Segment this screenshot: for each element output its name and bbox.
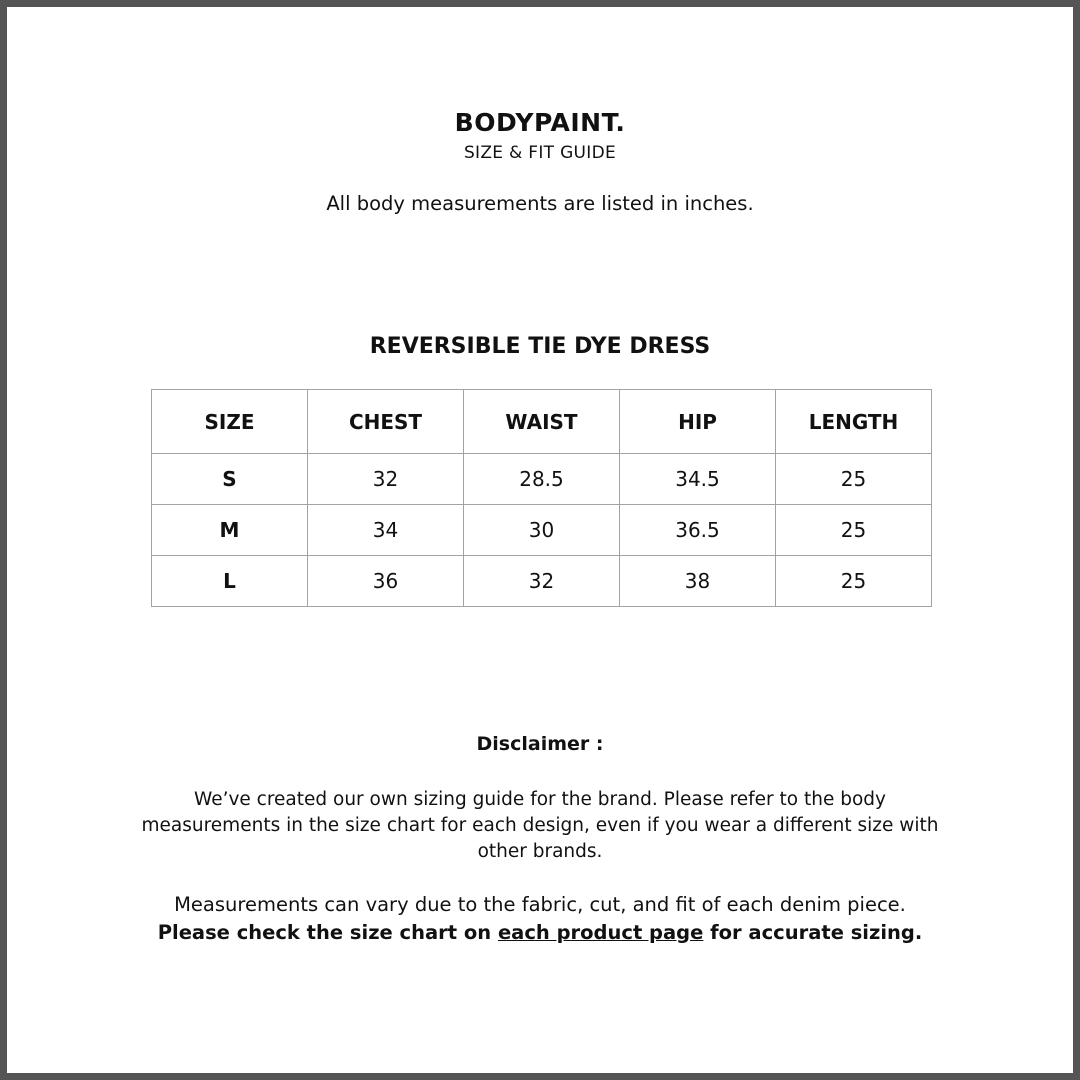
measurements-note: Measurements can vary due to the fabric, cut, and fit of each denim piece. <box>174 893 906 916</box>
table-row <box>152 505 932 556</box>
disclaimer-title: Disclaimer : <box>476 733 604 755</box>
guide-subtitle: SIZE & FIT GUIDE <box>463 143 617 163</box>
size-cell: M <box>152 505 308 556</box>
table-cell: 30 <box>464 505 620 556</box>
table-cell: 28.5 <box>464 454 620 505</box>
column-header: CHEST <box>308 390 464 454</box>
column-header: HIP <box>620 390 776 454</box>
table-cell: 34.5 <box>620 454 776 505</box>
table-cell: 34 <box>308 505 464 556</box>
product-title: REVERSIBLE TIE DYE DRESS <box>369 334 711 359</box>
table-cell: 36.5 <box>620 505 776 556</box>
brand-title: BODYPAINT. <box>454 108 626 137</box>
table-cell: 25 <box>776 454 932 505</box>
table-cell: 32 <box>464 556 620 607</box>
table-cell: 32 <box>308 454 464 505</box>
column-header: WAIST <box>464 390 620 454</box>
table-row <box>152 454 932 505</box>
size-cell: L <box>152 556 308 607</box>
column-header: LENGTH <box>776 390 932 454</box>
table-cell: 25 <box>776 505 932 556</box>
size-chart-table <box>151 389 932 607</box>
size-check-note <box>0 919 1080 947</box>
table-cell: 38 <box>620 556 776 607</box>
table-cell: 25 <box>776 556 932 607</box>
measurement-note: All body measurements are listed in inches. <box>326 192 754 215</box>
table-cell: 36 <box>308 556 464 607</box>
disclaimer-body: We’ve created our own sizing guide for the brand. Please refer to the body measurements in the size chart for each design, even if you wear a different size with other brands. <box>141 789 939 862</box>
size-cell: S <box>152 454 308 505</box>
check-prefix: Please check the size chart on <box>157 921 498 944</box>
column-header: SIZE <box>152 390 308 454</box>
table-header-row <box>152 390 932 454</box>
table-row <box>152 556 932 607</box>
check-suffix: for accurate sizing. <box>703 921 923 944</box>
product-page-link[interactable]: each product page <box>497 921 704 944</box>
